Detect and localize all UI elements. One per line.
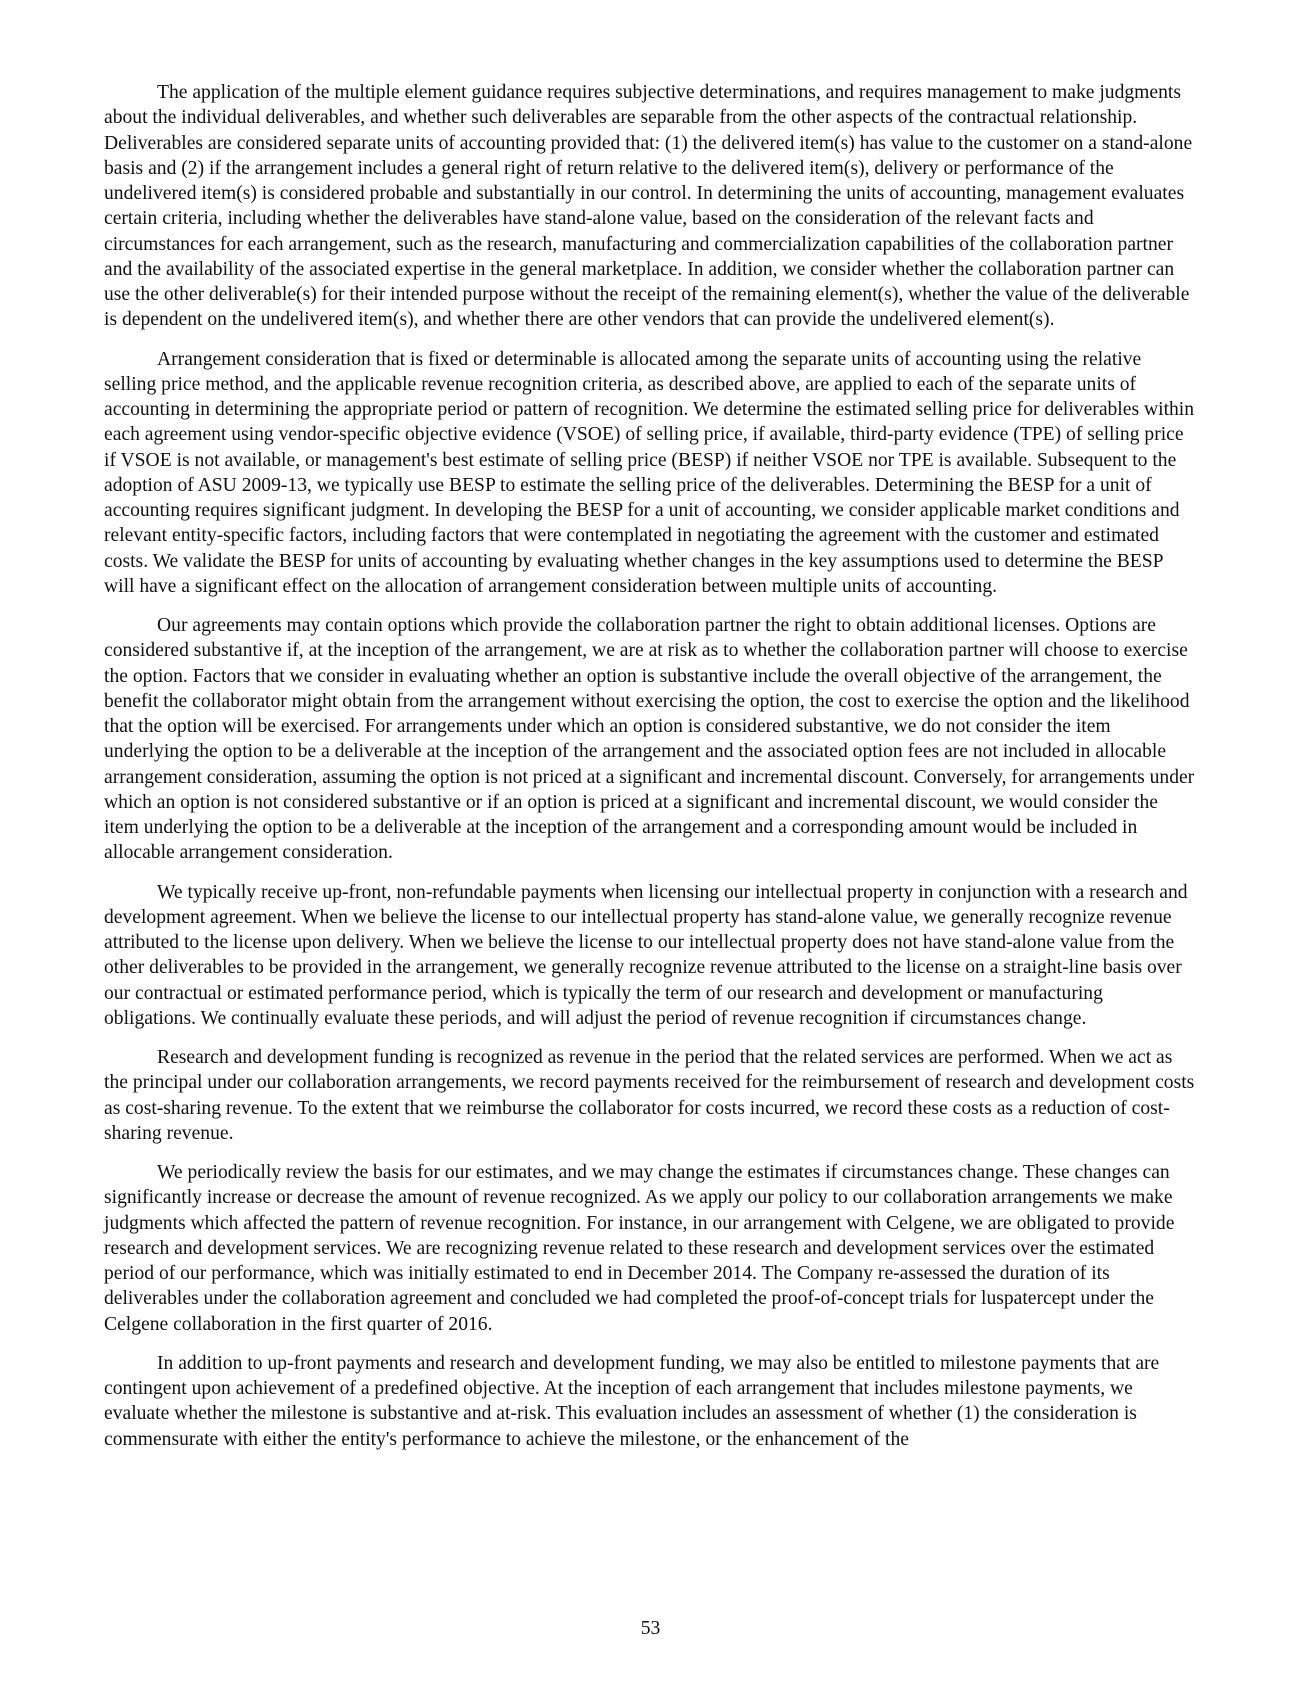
paragraph-up-front-payments: We typically receive up-front, non-refundable payments when licensing our intellectual property in conjunction with a research and development agreement. When we believe the license to our intellectual property has stand-alone value, we generally recognize revenue attributed to the license upon delivery. When we believe the license to our intellectual property does not have stand-alone value from the other deliverables to be provided in the arrangement, we generally recognize revenue attributed to the license on a straight-line basis over our contractual or estimated performance period, which is typically the term of our research and development or manufacturing obligations. We continually evaluate these periods, and will adjust the period of revenue recognition if circumstances change. [104, 881, 1188, 1029]
paragraph-arrangement-consideration: Arrangement consideration that is fixed or determinable is allocated among the separate units of accounting using the relative selling price method, and the applicable revenue recognition criteria, as described above, are applied to each of the separate units of accounting in determining the appropriate period or pattern of recognition. We determine the estimated selling price for deliverables within each agreement using vendor-specific objective evidence (VSOE) of selling price, if available, third-party evidence (TPE) of selling price if VSOE is not available, or management's best estimate of selling price (BESP) if neither VSOE nor TPE is available. Subsequent to the adoption of ASU 2009-13, we typically use BESP to estimate the selling price of the deliverables. Determining the BESP for a unit of accounting requires significant judgment. In developing the BESP for a unit of accounting, we consider applicable market conditions and relevant entity-specific factors, including factors that were contemplated in negotiating the agreement with the customer and estimated costs. We validate the BESP for units of accounting by evaluating whether changes in the key assumptions used to determine the BESP will have a significant effect on the allocation of arrangement consideration between multiple units of accounting. [104, 348, 1195, 597]
paragraph-multiple-element-guidance: The application of the multiple element guidance requires subjective determinations, and requires management to make judgments about the individual deliverables, and whether such deliverables are separable from the other aspects of the contractual relationship. Deliverables are considered separate units of accounting provided that: (1) the delivered item(s) has value to the customer on a stand-alone basis and (2) if the arrangement includes a general right of return relative to the delivered item(s), delivery or performance of the undelivered item(s) is considered probable and substantially in our control. In determining the units of accounting, management evaluates certain criteria, including whether the deliverables have stand-alone value, based on the consideration of the relevant facts and circumstances for each arrangement, such as the research, manufacturing and commercialization capabilities of the collaboration partner and the availability of the associated expertise in the general marketplace. In addition, we consider whether the collaboration partner can use the other deliverable(s) for their intended purpose without the receipt of the remaining element(s), whether the value of the deliverable is dependent on the undelivered item(s), and whether there are other vendors that can provide the undelivered element(s). [104, 82, 1193, 331]
document-body [104, 80, 1197, 1466]
paragraph-estimates-review: We periodically review the basis for our estimates, and we may change the estimates if circumstances change. These changes can significantly increase or decrease the amount of revenue recognized. As we apply our policy to our collaboration arrangements we make judgments which affected the pattern of revenue recognition. For instance, in our arrangement with Celgene, we are obligated to provide research and development services. We are recognizing revenue related to these research and development services over the estimated period of our performance, which was initially estimated to end in December 2014. The Company re-assessed the duration of its deliverables under the collaboration agreement and concluded we had completed the proof-of-concept trials for luspatercept under the Celgene collaboration in the first quarter of 2016. [104, 1162, 1175, 1335]
page-number: 53 [640, 1618, 661, 1639]
paragraph-milestone-payments: In addition to up-front payments and research and development funding, we may also be entitled to milestone payments that are contingent upon achievement of a predefined objective. At the inception of each arrangement that includes milestone payments, we evaluate whether the milestone is substantive and at-risk. This evaluation includes an assessment of whether (1) the consideration is commensurate with either the entity's performance to achieve the milestone, or the enhancement of the [104, 1352, 1160, 1450]
paragraph-research-funding: Research and development funding is recognized as revenue in the period that the related services are performed. When we act as the principal under our collaboration arrangements, we record payments received for the reimbursement of research and development costs as cost-sharing revenue. To the extent that we reimburse the collaborator for costs incurred, we record these costs as a reduction of cost-sharing revenue. [104, 1047, 1195, 1144]
paragraph-options: Our agreements may contain options which provide the collaboration partner the right to obtain additional licenses. Options are considered substantive if, at the inception of the arrangement, we are at risk as to whether the collaboration partner will choose to exercise the option. Factors that we consider in evaluating whether an option is substantive include the overall objective of the arrangement, the benefit the collaborator might obtain from the arrangement without exercising the option, the cost to exercise the option and the likelihood that the option will be exercised. For arrangements under which an option is considered substantive, we do not consider the item underlying the option to be a deliverable at the inception of the arrangement and the associated option fees are not included in allocable arrangement consideration, assuming the option is not priced at a significant and incremental discount. Conversely, for arrangements under which an option is not considered substantive or if an option is priced at a significant and incremental discount, we would consider the item underlying the option to be a deliverable at the inception of the arrangement and a corresponding amount would be included in allocable arrangement consideration. [104, 615, 1195, 864]
